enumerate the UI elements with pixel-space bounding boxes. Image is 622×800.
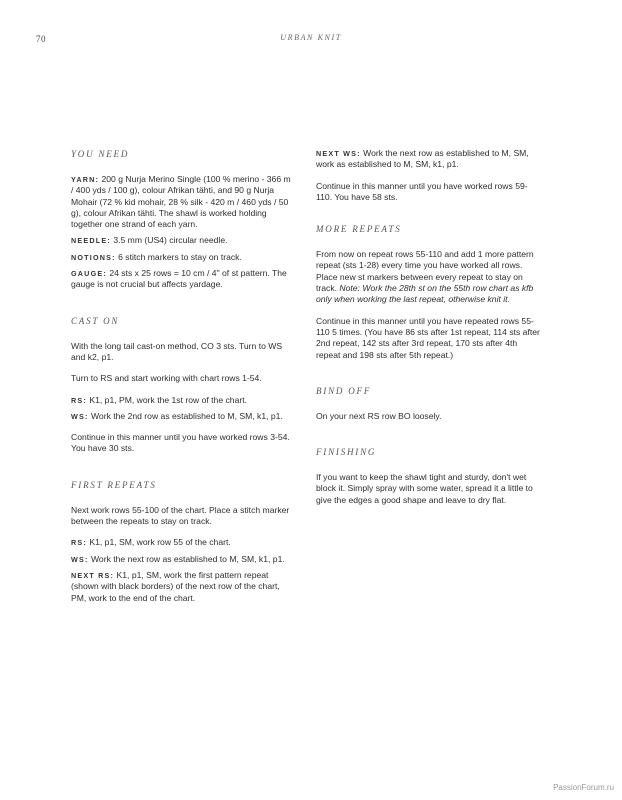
rs-label: RS: (71, 538, 87, 548)
yarn-label: YARN: (71, 175, 100, 184)
next-ws-row (316, 148, 540, 171)
more-repeats-heading: MORE REPEATS (316, 224, 402, 235)
next-rs-label: NEXT RS: (71, 570, 115, 580)
you-need-heading: YOU NEED (71, 149, 130, 159)
section-you-need (71, 148, 295, 291)
notions-text: 6 stitch markers to stay on track. (118, 251, 242, 262)
more-repeats-note: Note: Work the 28th st on the 55th row chart as kfb only when working the last repeat, otherwise knit it. (316, 283, 534, 305)
gauge-text: 24 sts x 25 rows = 10 cm / 4" of st pattern. The gauge is not crucial but affects yardage. (71, 268, 287, 290)
next-ws-text: Work the next row as established to M, SM, work as established to M, SM, k1, p1. (316, 148, 529, 170)
more-repeats-text: From now on repeat rows 55-110 and add 1 more pattern repeat (sts 1-28) every time you have worked all rows. Place new st markers between every repeat to stay on track. (316, 249, 534, 294)
first-repeats-heading: FIRST REPEATS (71, 479, 157, 490)
first-repeats-paragraph-1: Next work rows 55-100 of the chart. Place a stitch marker between the repeats to stay on track. (71, 504, 290, 527)
section-more-repeats (316, 223, 540, 361)
cast-on-ws-row (71, 411, 295, 422)
ws-label: WS: (71, 411, 89, 421)
more-repeats-paragraph-2: Continue in this manner until you have repeated rows 55-110 5 times. (You have 86 sts after 1st repeat, 114 sts after 2nd repeat, 142 sts after 3rd repeat, 170 sts after 4th repeat and 198 sts after 5th repeat.) (316, 315, 540, 360)
section-bind-off (316, 385, 540, 422)
finishing-heading: FINISHING (316, 447, 377, 458)
yarn-text: 200 g Nurja Merino Single (100 % merino - 366 m / 400 yds / 100 g), colour Afrikan tähti, and 90 g Nurja Mohair (72 % kid mohair, 28 % silk - 420 m / 460 yds / 50 g), colour Afrikan tähti. The shawl is worked holding together one strand of each yarn. (71, 174, 291, 230)
cast-on-rs-row (71, 395, 295, 406)
next-ws-label: NEXT WS: (316, 149, 361, 158)
ws-text: Work the 2nd row as established to M, SM, k1, p1. (90, 410, 283, 421)
rs-text: K1, p1, PM, work the 1st row of the chart. (89, 394, 247, 405)
gauge-paragraph (71, 268, 295, 291)
finishing-paragraph: If you want to keep the shawl tight and sturdy, don't wet block it. Simply spray with some water, spread it a little to give the edges a good shape and leave to dry flat. (316, 472, 533, 505)
cast-on-heading: CAST ON (71, 315, 120, 326)
more-repeats-paragraph-1 (316, 249, 540, 305)
yarn-paragraph (71, 174, 295, 230)
section-cast-on (71, 315, 295, 455)
rs-text: K1, p1, SM, work row 55 of the chart. (89, 537, 231, 548)
bind-off-heading: BIND OFF (316, 385, 372, 396)
first-repeats-next-rs-row (71, 570, 295, 604)
cast-on-paragraph-1: With the long tail cast-on method, CO 3 sts. Turn to WS and k2, p1. (71, 340, 283, 362)
notions-label: NOTIONS: (71, 252, 116, 262)
section-first-repeats (71, 479, 295, 604)
needle-label: NEEDLE: (71, 236, 111, 246)
continued-paragraph: Continue in this manner until you have worked rows 59-110. You have 58 sts. (316, 180, 528, 202)
first-repeats-ws-row (71, 554, 295, 565)
ws-label: WS: (71, 554, 89, 564)
notions-paragraph (71, 252, 295, 263)
page-number: 70 (36, 34, 46, 44)
right-column (316, 148, 540, 516)
section-finishing (316, 446, 540, 506)
gauge-label: GAUGE: (71, 269, 107, 279)
needle-paragraph (71, 235, 295, 246)
bind-off-paragraph: On your next RS row BO loosely. (316, 410, 442, 421)
watermark: PassionForum.ru (553, 783, 614, 792)
left-column (71, 148, 295, 614)
section-continued (316, 148, 540, 203)
cast-on-paragraph-2: Turn to RS and start working with chart rows 1-54. (71, 373, 262, 384)
rs-label: RS: (71, 395, 87, 405)
needle-text: 3.5 mm (US4) circular needle. (113, 235, 228, 246)
running-title: URBAN KNIT (280, 33, 342, 42)
next-rs-text: K1, p1, SM, work the first pattern repeat (shown with black borders) of the next row of the chart, PM, work to the end of the chart. (71, 569, 280, 603)
ws-text: Work the next row as established to M, SM, k1, p1. (90, 553, 285, 564)
cast-on-paragraph-3: Continue in this manner until you have worked rows 3-54. You have 30 sts. (71, 432, 290, 454)
first-repeats-rs-row (71, 537, 295, 548)
